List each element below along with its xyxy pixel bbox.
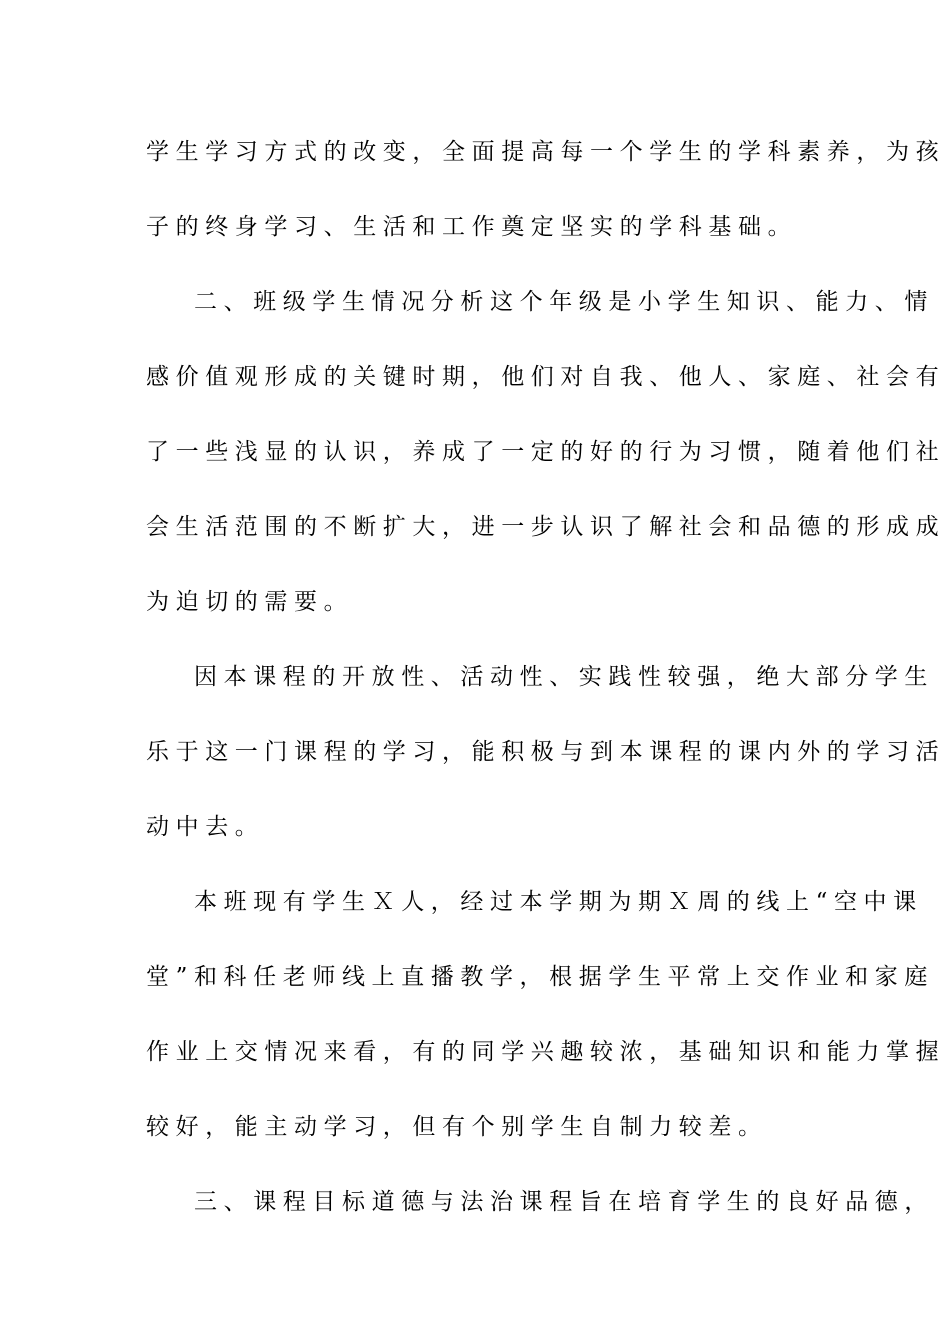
text-line: 学生学习方式的改变，全面提高每一个学生的学科素养，为孩 (146, 139, 946, 165)
text-line: 为迫切的需要。 (146, 589, 354, 615)
text-line: 了一些浅显的认识，养成了一定的好的行为习惯，随着他们社 (146, 439, 946, 465)
paragraph-heading-line: 三、课程目标道德与法治课程旨在培育学生的良好品德， (194, 1189, 934, 1215)
text-line: 乐于这一门课程的学习，能积极与到本课程的课内外的学习活 (146, 739, 946, 765)
text-line: 动中去。 (146, 814, 265, 840)
paragraph-heading-line: 二、班级学生情况分析这个年级是小学生知识、能力、情 (194, 289, 934, 315)
text-line: 子的终身学习、生活和工作奠定坚实的学科基础。 (146, 214, 798, 240)
text-line: 作业上交情况来看，有的同学兴趣较浓，基础知识和能力掌握 (146, 1039, 946, 1065)
paragraph-first-line: 本班现有学生Ｘ人，经过本学期为期Ｘ周的线上“空中课 (194, 889, 923, 915)
text-line: 较好，能主动学习，但有个别学生自制力较差。 (146, 1114, 768, 1140)
text-line: 堂”和科任老师线上直播教学，根据学生平常上交作业和家庭 (146, 964, 934, 990)
text-line: 会生活范围的不断扩大，进一步认识了解社会和品德的形成成 (146, 514, 946, 540)
paragraph-first-line: 因本课程的开放性、活动性、实践性较强，绝大部分学生 (194, 664, 934, 690)
text-line: 感价值观形成的关键时期，他们对自我、他人、家庭、社会有 (146, 364, 946, 390)
